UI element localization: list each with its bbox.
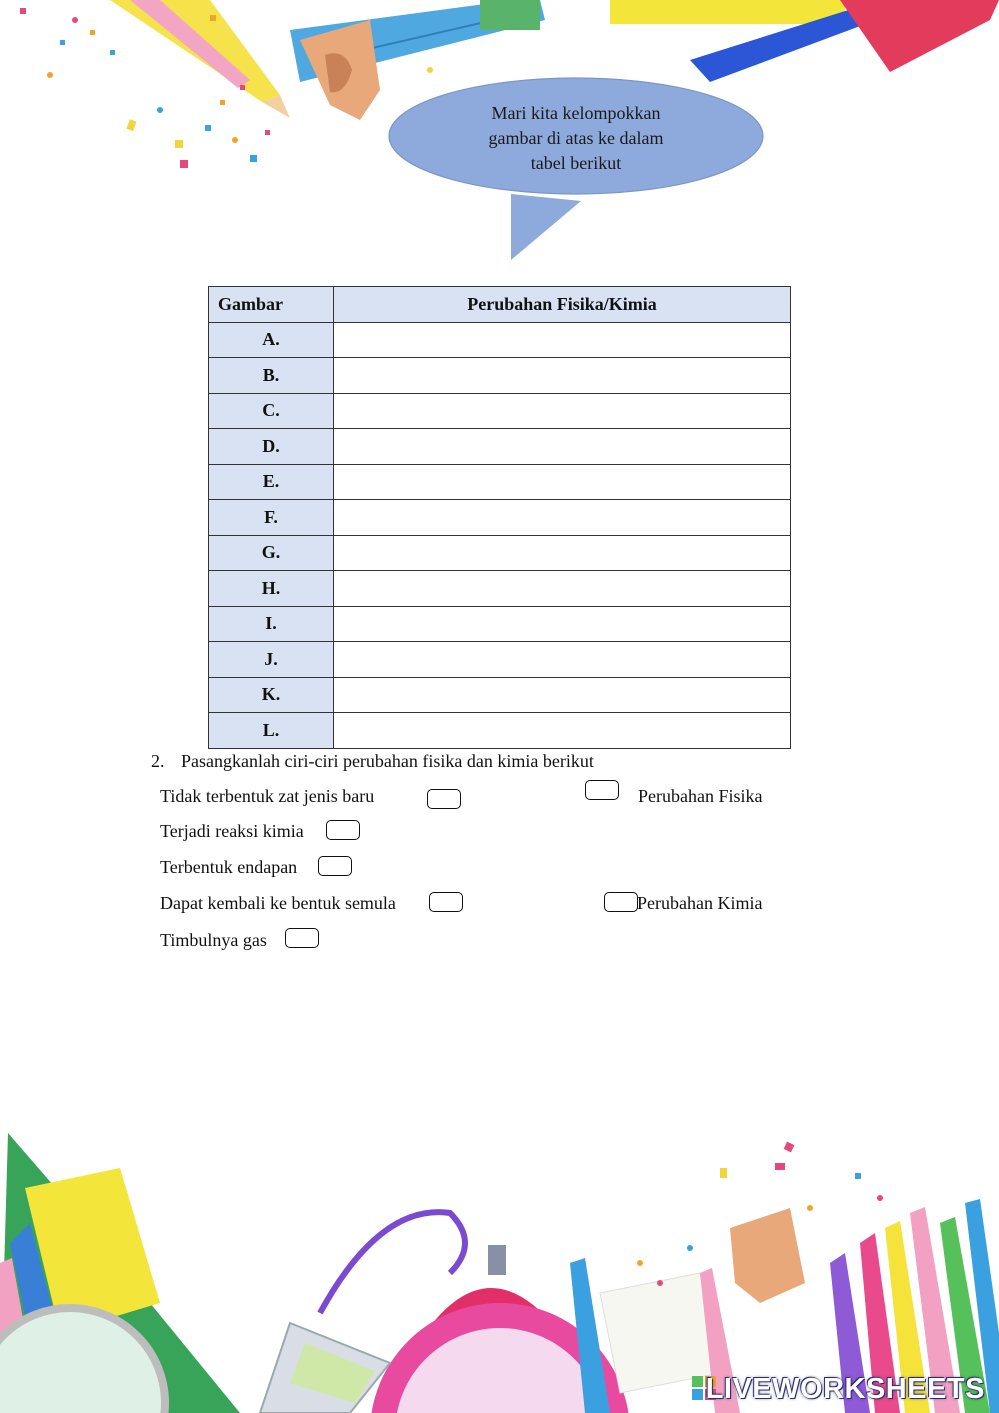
target-match-box[interactable] [604, 892, 638, 912]
row-label: D. [209, 429, 334, 465]
table-row [209, 322, 791, 358]
table-row [209, 535, 791, 571]
table-row [209, 464, 791, 500]
statement-tidak-terbentuk: Tidak terbentuk zat jenis baru [160, 786, 375, 806]
bubble-line: gambar di atas ke dalam [488, 128, 664, 148]
target-match-box[interactable] [585, 780, 619, 800]
question-2-instruction: Pasangkanlah ciri-ciri perubahan fisika dan kimia berikut [181, 751, 594, 771]
speech-bubble-text [440, 101, 712, 176]
table-row [209, 358, 791, 394]
row-label: J. [209, 642, 334, 678]
table-row [209, 429, 791, 465]
answer-table [208, 286, 791, 749]
table-row [209, 500, 791, 536]
question-2-number: 2. [151, 751, 165, 771]
answer-cell[interactable] [334, 535, 791, 571]
bubble-line: Mari kita kelompokkan [491, 103, 661, 123]
row-label: C. [209, 393, 334, 429]
answer-cell[interactable] [334, 642, 791, 678]
table-row [209, 393, 791, 429]
statement-match-box[interactable] [427, 789, 461, 809]
statement-endapan: Terbentuk endapan [160, 857, 298, 877]
answer-cell[interactable] [334, 322, 791, 358]
target-perubahan-kimia: Perubahan Kimia [637, 893, 763, 913]
answer-cell[interactable] [334, 358, 791, 394]
statement-timbulnya-gas: Timbulnya gas [160, 930, 267, 950]
liveworksheets-watermark: LIVEWORKSHEETS [705, 1373, 985, 1405]
statement-reaksi-kimia: Terjadi reaksi kimia [160, 821, 304, 841]
answer-cell[interactable] [334, 464, 791, 500]
row-label: L. [209, 713, 334, 749]
statement-match-box[interactable] [429, 892, 463, 912]
row-label: H. [209, 571, 334, 607]
row-label: I. [209, 606, 334, 642]
statement-match-box[interactable] [318, 856, 352, 876]
answer-cell[interactable] [334, 393, 791, 429]
table-header-row [209, 287, 791, 323]
row-label: E. [209, 464, 334, 500]
target-perubahan-fisika: Perubahan Fisika [638, 786, 763, 806]
header-gambar: Gambar [209, 287, 334, 323]
statement-match-box[interactable] [285, 928, 319, 948]
answer-cell[interactable] [334, 571, 791, 607]
statement-kembali-semula: Dapat kembali ke bentuk semula [160, 893, 396, 913]
bubble-line: tabel berikut [530, 153, 622, 173]
statement-match-box[interactable] [326, 820, 360, 840]
answer-cell[interactable] [334, 713, 791, 749]
table-row [209, 642, 791, 678]
row-label: G. [209, 535, 334, 571]
table-row [209, 606, 791, 642]
table-row [209, 571, 791, 607]
row-label: F. [209, 500, 334, 536]
row-label: A. [209, 322, 334, 358]
answer-cell[interactable] [334, 677, 791, 713]
answer-cell[interactable] [334, 429, 791, 465]
table-row [209, 677, 791, 713]
bottom-stationery-decoration [0, 1133, 999, 1413]
header-perubahan: Perubahan Fisika/Kimia [334, 287, 791, 323]
table-row [209, 713, 791, 749]
answer-cell[interactable] [334, 606, 791, 642]
row-label: B. [209, 358, 334, 394]
answer-cell[interactable] [334, 500, 791, 536]
row-label: K. [209, 677, 334, 713]
